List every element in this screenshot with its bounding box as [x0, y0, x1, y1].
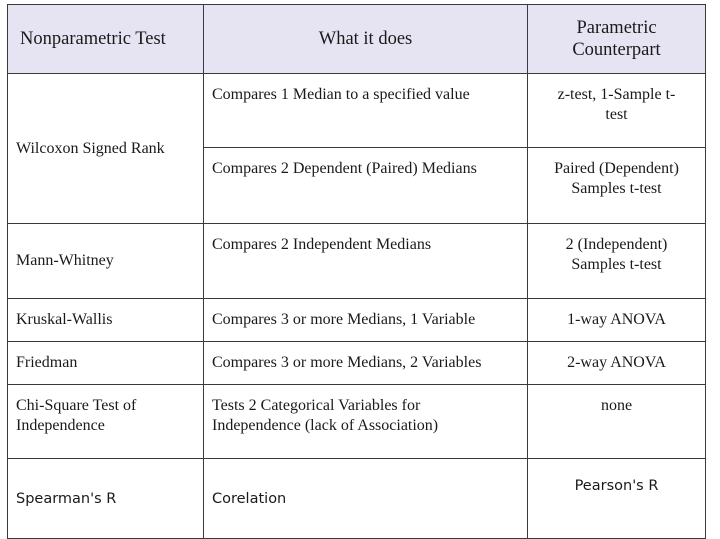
table-row: [8, 74, 706, 148]
test-name-cell: Kruskal-Wallis: [8, 299, 204, 342]
description-cell: Corelation: [204, 459, 528, 539]
header-parametric-counterpart: [528, 5, 706, 74]
header-what-it-does: What it does: [204, 5, 528, 74]
test-name-cell: Wilcoxon Signed Rank: [8, 74, 204, 224]
table-row: [8, 224, 706, 299]
table-row: [8, 459, 706, 539]
test-name-cell: Friedman: [8, 342, 204, 385]
description-cell: Compares 3 or more Medians, 1 Variable: [204, 299, 528, 342]
description-cell: Compares 2 Independent Medians: [204, 224, 528, 299]
test-comparison-table: [7, 4, 706, 539]
parametric-cell: Pearson's R: [528, 459, 706, 539]
parametric-cell: [528, 148, 706, 224]
header-nonparametric-test: Nonparametric Test: [8, 5, 204, 74]
parametric-cell: [528, 74, 706, 148]
test-name-cell: Spearman's R: [8, 459, 204, 539]
description-cell: Compares 1 Median to a specified value: [204, 74, 528, 148]
parametric-line2: Samples t-test: [571, 256, 662, 273]
table-row: [8, 342, 706, 385]
header-parametric-line1: Parametric: [576, 18, 657, 38]
parametric-line2: Samples t-test: [571, 180, 662, 197]
parametric-cell: none: [528, 385, 706, 459]
parametric-cell: [528, 224, 706, 299]
header-parametric-line2: Counterpart: [572, 40, 661, 60]
table-row: [8, 385, 706, 459]
parametric-line1: Paired (Dependent): [554, 160, 679, 177]
header-row: [8, 5, 706, 74]
description-line1: Tests 2 Categorical Variables for: [212, 397, 421, 414]
description-cell: [204, 385, 528, 459]
parametric-line1: z-test, 1-Sample t-: [557, 86, 676, 103]
test-name-cell: Mann-Whitney: [8, 224, 204, 299]
description-cell: Compares 2 Dependent (Paired) Medians: [204, 148, 528, 224]
test-name-line2: Independence: [16, 417, 105, 434]
description-line2: Independence (lack of Association): [212, 417, 439, 434]
parametric-line1: 2 (Independent): [565, 236, 668, 253]
test-name-line1: Chi-Square Test of: [16, 397, 137, 414]
description-cell: Compares 3 or more Medians, 2 Variables: [204, 342, 528, 385]
table-row: [8, 299, 706, 342]
parametric-line2: test: [605, 106, 628, 123]
parametric-cell: 2-way ANOVA: [528, 342, 706, 385]
parametric-cell: 1-way ANOVA: [528, 299, 706, 342]
test-name-cell: [8, 385, 204, 459]
